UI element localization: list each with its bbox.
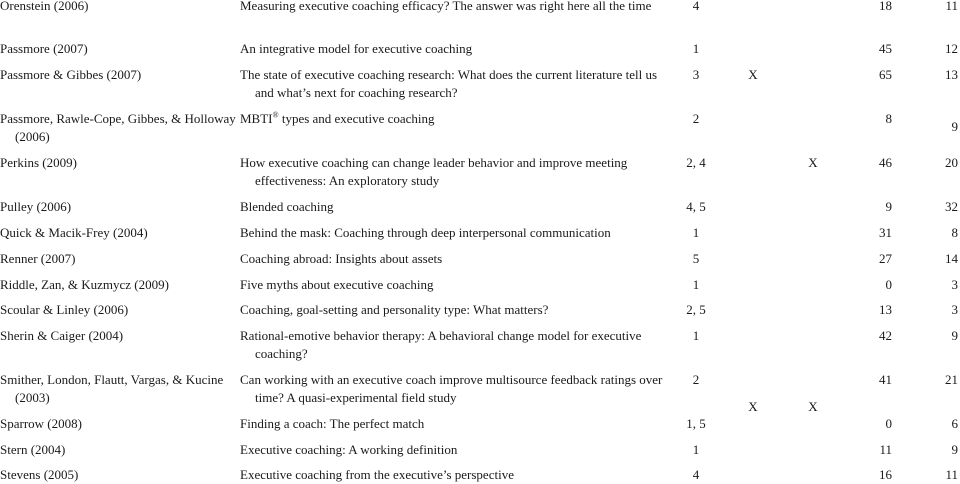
- title-cell: Can working with an executive coach improve multisource feedback ratings over time? A quasi-experimental field study: [240, 372, 663, 405]
- author-cell: Stevens (2005): [0, 467, 79, 482]
- title-text: types and executive coaching: [278, 111, 435, 126]
- count-cell: 3: [951, 302, 958, 317]
- count-cell: 11: [945, 467, 958, 482]
- category-cell: 1: [692, 328, 700, 343]
- author-cell: Passmore, Rawle-Cope, Gibbes, & Holloway (2006): [0, 111, 236, 144]
- title-cell: Five myths about executive coaching: [240, 277, 434, 292]
- count-cell: 13: [945, 67, 958, 82]
- author-cell: Smither, London, Flautt, Vargas, & Kucine (2003): [0, 372, 224, 405]
- count-cell: 45: [879, 41, 892, 56]
- mark-cell: X: [748, 399, 758, 414]
- count-cell: 65: [879, 67, 892, 82]
- author-cell: Stern (2004): [0, 442, 66, 457]
- category-cell: 1, 5: [686, 416, 706, 431]
- count-cell: 9: [951, 442, 958, 457]
- count-cell: 21: [945, 372, 958, 387]
- author-cell: Scoular & Linley (2006): [0, 302, 129, 317]
- title-cell: Executive coaching: A working definition: [240, 442, 458, 457]
- author-cell: Sherin & Caiger (2004): [0, 328, 124, 343]
- count-cell: 9: [885, 199, 892, 214]
- count-cell: 0: [885, 416, 892, 431]
- title-cell: Executive coaching from the executive’s perspective: [240, 467, 514, 482]
- count-cell: 32: [945, 199, 958, 214]
- count-cell: 3: [951, 277, 958, 292]
- author-cell: Passmore (2007): [0, 41, 88, 56]
- mark-cell: X: [748, 67, 758, 82]
- category-cell: 4, 5: [686, 199, 706, 214]
- category-cell: 3: [692, 67, 700, 82]
- author-cell: Riddle, Zan, & Kuzmycz (2009): [0, 277, 169, 292]
- count-cell: 14: [945, 251, 958, 266]
- title-cell: [240, 110, 675, 128]
- count-cell: 9: [951, 328, 958, 343]
- count-cell: 12: [945, 41, 958, 56]
- count-cell: 6: [951, 416, 958, 431]
- title-cell: Behind the mask: Coaching through deep interpersonal communication: [240, 225, 611, 240]
- title-cell: Coaching abroad: Insights about assets: [240, 251, 443, 266]
- count-cell: 8: [951, 225, 958, 240]
- category-cell: 2: [692, 372, 700, 387]
- category-cell: 4: [692, 467, 700, 482]
- count-cell: 11: [945, 0, 958, 13]
- author-cell: Pulley (2006): [0, 199, 72, 214]
- author-cell: Sparrow (2008): [0, 416, 82, 431]
- title-text: MBTI: [240, 111, 273, 126]
- title-cell: Blended coaching: [240, 199, 334, 214]
- count-cell: 9: [951, 119, 958, 134]
- count-cell: 16: [879, 467, 892, 482]
- category-cell: 2, 4: [686, 155, 706, 170]
- count-cell: 42: [879, 328, 892, 343]
- count-cell: 8: [885, 111, 892, 126]
- category-cell: 2: [692, 111, 700, 126]
- author-cell: Orenstein (2006): [0, 0, 89, 13]
- mark-cell: X: [808, 399, 818, 414]
- count-cell: 0: [885, 277, 892, 292]
- category-cell: 1: [692, 442, 700, 457]
- count-cell: 20: [945, 155, 958, 170]
- count-cell: 27: [879, 251, 892, 266]
- registered-mark: ®: [272, 110, 279, 120]
- category-cell: 4: [692, 0, 700, 13]
- title-cell: Rational-emotive behavior therapy: A behavioral change model for executive coaching?: [240, 328, 642, 361]
- title-cell: How executive coaching can change leader behavior and improve meeting effectiveness: An exploratory study: [240, 155, 628, 188]
- category-cell: 2, 5: [686, 302, 706, 317]
- title-cell: Finding a coach: The perfect match: [240, 416, 425, 431]
- count-cell: 46: [879, 155, 892, 170]
- title-cell: Coaching, goal-setting and personality type: What matters?: [240, 302, 549, 317]
- category-cell: 1: [692, 41, 700, 56]
- author-cell: Passmore & Gibbes (2007): [0, 67, 142, 82]
- count-cell: 13: [879, 302, 892, 317]
- count-cell: 41: [879, 372, 892, 387]
- category-cell: 1: [692, 277, 700, 292]
- category-cell: 5: [692, 251, 700, 266]
- author-cell: Quick & Macik-Frey (2004): [0, 225, 148, 240]
- title-cell: The state of executive coaching research: What does the current literature tell us and what’s next for coaching research?: [240, 67, 658, 100]
- title-cell: Measuring executive coaching efficacy? The answer was right here all the time: [240, 0, 652, 13]
- count-cell: 11: [879, 442, 892, 457]
- title-cell: An integrative model for executive coaching: [240, 41, 473, 56]
- mark-cell: X: [808, 155, 818, 170]
- author-cell: Perkins (2009): [0, 155, 77, 170]
- author-cell: Renner (2007): [0, 251, 76, 266]
- category-cell: 1: [692, 225, 700, 240]
- count-cell: 31: [879, 225, 892, 240]
- count-cell: 18: [879, 0, 892, 13]
